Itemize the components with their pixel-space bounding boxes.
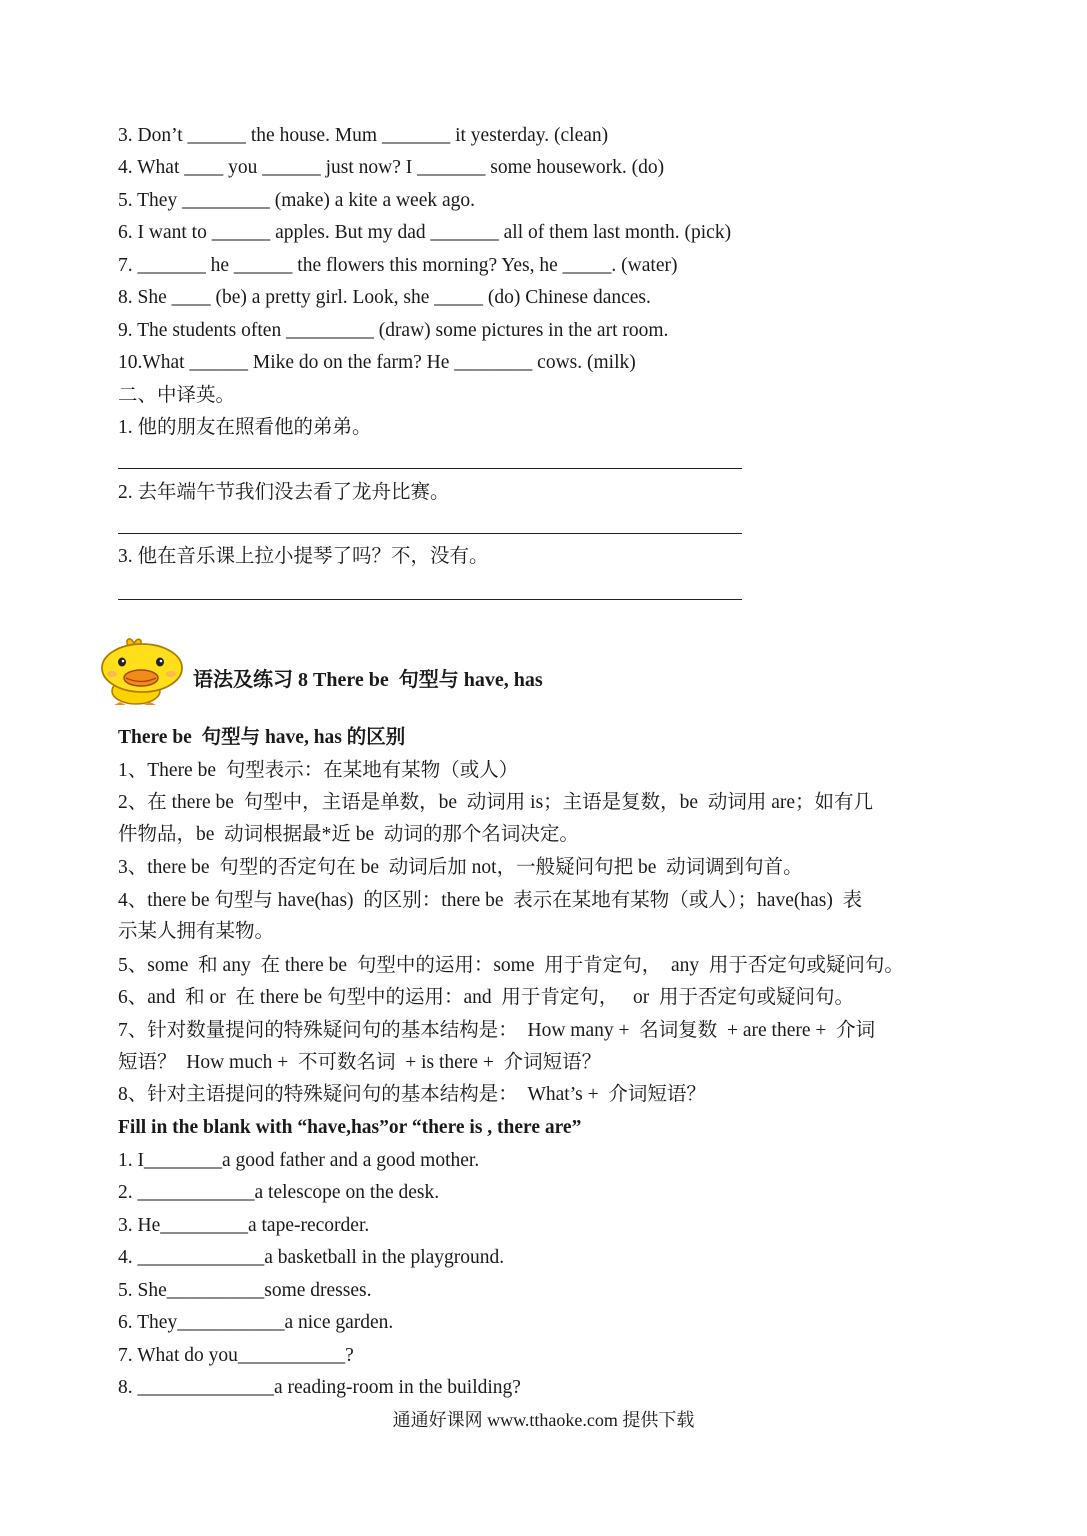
- exercise-heading: Fill in the blank with “have,has”or “there is , there are”: [118, 1117, 582, 1138]
- grammar-line: 2、在 there be 句型中，主语是单数，be 动词用 is；主语是复数，be 动词用 are；如有几: [118, 792, 873, 813]
- grammar-line: 1、There be 句型表示：在某地有某物（或人）: [118, 760, 519, 781]
- answer-line: [118, 468, 742, 469]
- exercise-item: 1. I________a good father and a good mother.: [118, 1150, 480, 1171]
- translation-item: 1. 他的朋友在照看他的弟弟。: [118, 417, 372, 438]
- grammar-heading: There be 句型与 have, has 的区别: [118, 727, 406, 748]
- section-title: 语法及练习 8 There be 句型与 have, has: [193, 669, 543, 691]
- exercise-item: 5. They _________ (make) a kite a week ago.: [118, 190, 476, 211]
- translation-heading: 二、中译英。: [118, 385, 236, 406]
- exercise-item: 8. ______________a reading-room in the building?: [118, 1377, 521, 1398]
- duck-mascot-icon: [100, 636, 186, 706]
- grammar-line: 4、there be 句型与 have(has) 的区别：there be 表示在某地有某物（或人）；have(has) 表: [118, 890, 863, 911]
- grammar-line: 5、some 和 any 在 there be 句型中的运用：some 用于肯定句， any 用于否定句或疑问句。: [118, 955, 904, 976]
- exercise-item: 7. _______ he ______ the flowers this morning? Yes, he _____. (water): [118, 255, 678, 276]
- exercise-item: 8. She ____ (be) a pretty girl. Look, she _____ (do) Chinese dances.: [118, 287, 651, 308]
- exercise-item: 6. I want to ______ apples. But my dad _______ all of them last month. (pick): [118, 222, 732, 243]
- grammar-line: 示某人拥有某物。: [118, 921, 275, 942]
- grammar-line: 件物品，be 动词根据最*近 be 动词的那个名词决定。: [118, 824, 579, 845]
- grammar-line: 3、there be 句型的否定句在 be 动词后加 not，一般疑问句把 be 动词调到句首。: [118, 857, 803, 878]
- exercise-item: 2. ____________a telescope on the desk.: [118, 1182, 440, 1203]
- page-footer: 通通好课网 www.tthaoke.com 提供下载: [392, 1410, 695, 1430]
- answer-line: [118, 599, 742, 600]
- answer-line: [118, 533, 742, 534]
- exercise-item: 3. He_________a tape-recorder.: [118, 1215, 370, 1236]
- exercise-item: 4. What ____ you ______ just now? I _______ some housework. (do): [118, 157, 665, 178]
- exercise-item: 7. What do you___________?: [118, 1345, 354, 1366]
- exercise-item: 6. They___________a nice garden.: [118, 1312, 394, 1333]
- grammar-line: 8、针对主语提问的特殊疑问句的基本结构是： What’s + 介词短语？: [118, 1084, 706, 1105]
- translation-item: 2. 去年端午节我们没去看了龙舟比赛。: [118, 482, 450, 503]
- grammar-line: 短语？ How much + 不可数名词 + is there + 介词短语？: [118, 1052, 602, 1073]
- grammar-line: 6、and 和 or 在 there be 句型中的运用：and 用于肯定句， or 用于否定句或疑问句。: [118, 987, 855, 1008]
- exercise-item: 9. The students often _________ (draw) some pictures in the art room.: [118, 320, 669, 341]
- exercise-item: 4. _____________a basketball in the playground.: [118, 1247, 505, 1268]
- exercise-item: 5. She__________some dresses.: [118, 1280, 372, 1301]
- translation-item: 3. 他在音乐课上拉小提琴了吗？不，没有。: [118, 546, 489, 567]
- exercise-item: 3. Don’t ______ the house. Mum _______ it yesterday. (clean): [118, 125, 609, 146]
- exercise-item: 10.What ______ Mike do on the farm? He ________ cows. (milk): [118, 352, 636, 373]
- grammar-line: 7、针对数量提问的特殊疑问句的基本结构是： How many + 名词复数 + are there + 介词: [118, 1020, 876, 1041]
